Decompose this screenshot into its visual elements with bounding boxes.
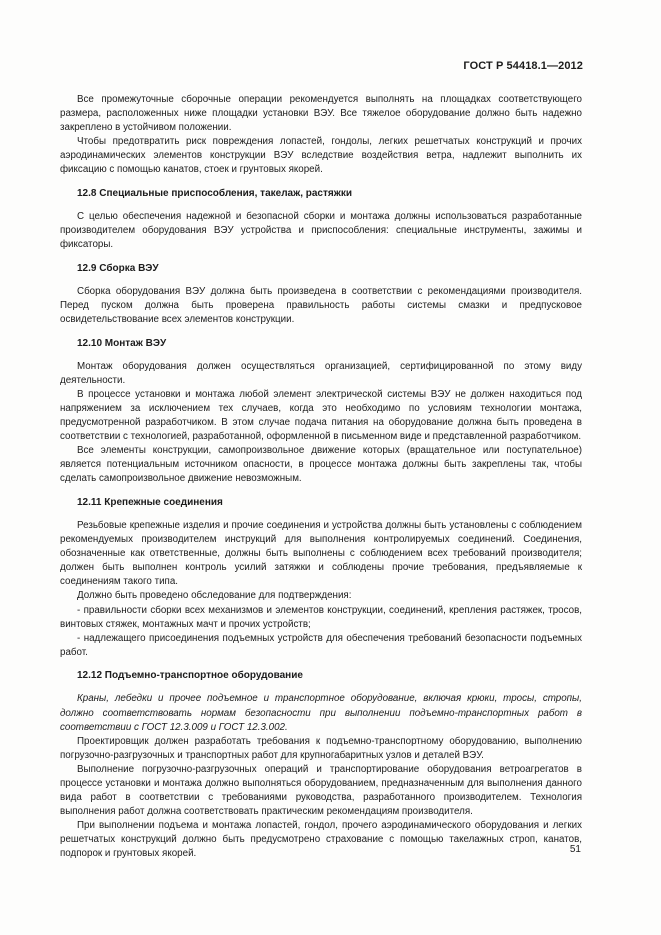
paragraph: При выполнении подъема и монтажа лопастей, гондол, прочего аэродинамического оборудования и легких решетчатых конструкций должно быть предусмотрено страхование с помощью такелажных строп, канатов, подпорок и грунтовых якорей.: [60, 820, 582, 860]
paragraph: Выполнение погрузочно-разгрузочных операций и транспортирование оборудования ветроагрегатов в процессе установки и монтажа должно выполняться оборудованием, предназначенным для выполнения данного вида работ в соответствии с требованиями руководства, разработанного производителем. Технология выполнения работ должна соответствовать практическим рекомендациям производителя.: [60, 763, 582, 818]
paragraph: Чтобы предотвратить риск повреждения лопастей, гондолы, легких решетчатых конструкций и прочих аэродинамических элементов конструкции ВЭУ вследствие воздействия ветра, надлежит выполнить их фиксацию с помощью канатов, стоек и грунтовых якорей.: [60, 136, 582, 176]
section-heading-12-9: 12.9 Сборка ВЭУ: [77, 262, 159, 274]
section-heading-12-12: 12.12 Подъемно-транспортное оборудование: [77, 670, 303, 682]
section-heading-12-11: 12.11 Крепежные соединения: [77, 496, 223, 508]
section-heading-12-10: 12.10 Монтаж ВЭУ: [77, 337, 167, 349]
italic-note: Краны, лебедки и прочее подъемное и транспортное оборудование, включая крюки, тросы, стропы, должно соответствовать нормам безопасности при выполнении подъемно-транспортных работ в соответствии с ГОСТ 12.3.009 и ГОСТ 12.3.002.: [60, 693, 582, 733]
paragraph: Проектировщик должен разработать требования к подъемно-транспортному оборудованию, выполнению погрузочно-разгрузочных и транспортных работ для крупногабаритных узлов и деталей ВЭУ.: [60, 735, 582, 761]
paragraph: Все элементы конструкции, самопроизвольное движение которых (вращательное или поступательное) является потенциальным источником опасности, в процессе монтажа должны быть закреплены так, чтобы сделать самопроизвольное движение невозможным.: [60, 445, 582, 485]
document-body: [60, 93, 582, 862]
paragraph: Сборка оборудования ВЭУ должна быть произведена в соответствии с рекомендациями производителя. Перед пуском должна быть проверена правильность работы системы смазки и предпусковое освидетельствование всех элементов конструкции.: [60, 285, 582, 326]
paragraph: Все промежуточные сборочные операции рекомендуется выполнять на площадках соответствующего размера, расположенных ниже площадки установки ВЭУ. Все тяжелое оборудование должно быть надежно закреплено в устойчивом положении.: [60, 94, 582, 134]
paragraph: В процессе установки и монтажа любой элемент электрической системы ВЭУ не должен находиться под напряжением за исключением тех случаев, когда это необходимо по условиям технологии монтажа, предусмотренной разработчиком. В этом случае подача питания на оборудование должна быть проведена в соответствии с технологией, разработанной, оформленной в письменном виде и представленной разработчиком.: [60, 388, 582, 443]
paragraph: Монтаж оборудования должен осуществляться организацией, сертифицированной по этому виду деятельности.: [60, 360, 582, 386]
list-item: - правильности сборки всех механизмов и элементов конструкции, соединений, крепления растяжек, тросов, винтовых стяжек, монтажных мачт и прочих устройств;: [60, 604, 582, 630]
list-item: - надлежащего присоединения подъемных устройств для обеспечения требований безопасности подъемных работ.: [60, 632, 582, 658]
page-header-standard: ГОСТ Р 54418.1—2012: [463, 60, 583, 72]
paragraph: Резьбовые крепежные изделия и прочие соединения и устройства должны быть установлены с соблюдением рекомендуемых производителем инструкций для выполнения контролируемых соединений. Соединения, обозначенные как ответственные, должны быть выполнены с соблюдением всех требований производителя; должен быть выполнен контроль усилий затяжки и соблюдены прочие требования, предъявляемые к соединениям такого типа.: [60, 519, 582, 588]
page-number: 51: [569, 844, 581, 855]
section-heading-12-8: 12.8 Специальные приспособления, такелаж, растяжки: [77, 188, 352, 200]
paragraph: С целью обеспечения надежной и безопасной сборки и монтажа должны использоваться разработанные производителем оборудования ВЭУ устройства и приспособления: специальные инструменты, зажимы и фиксаторы.: [60, 211, 582, 251]
paragraph: Должно быть проведено обследование для подтверждения:: [77, 590, 352, 602]
